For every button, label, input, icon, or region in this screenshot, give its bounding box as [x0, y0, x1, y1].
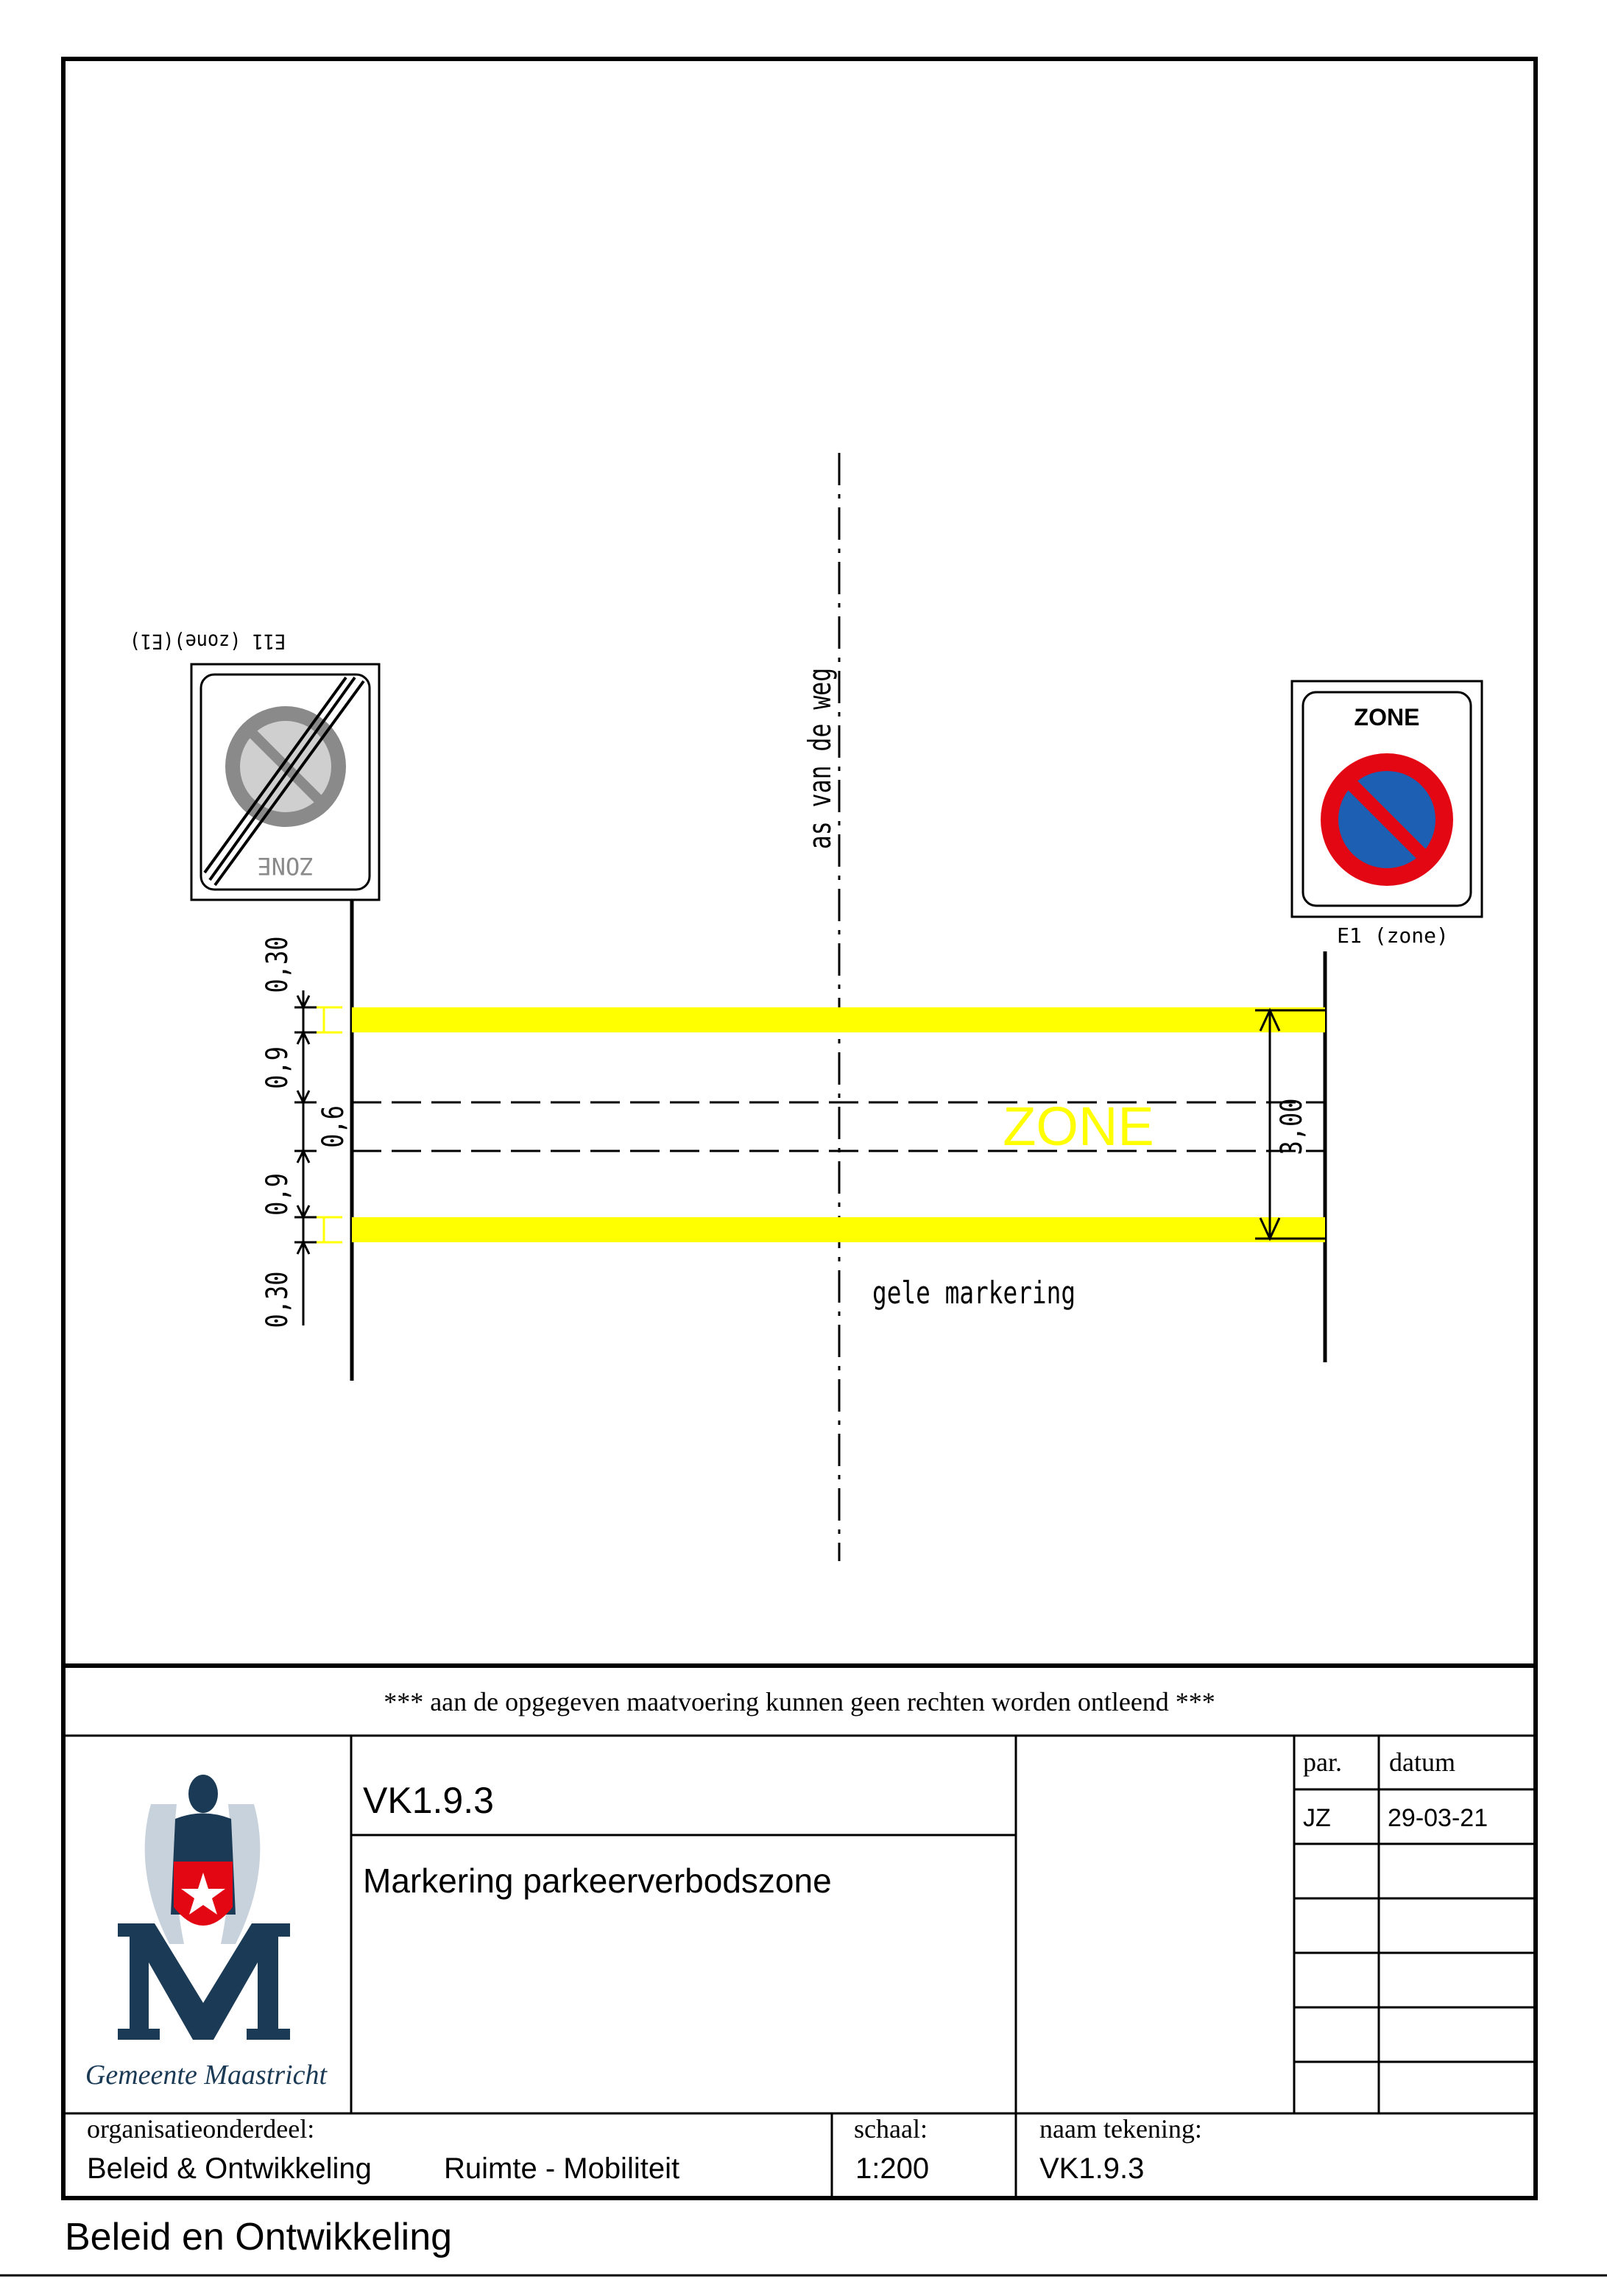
name-label: naam tekening: — [1039, 2114, 1202, 2144]
sign-end-zone-text: ZONE — [257, 852, 314, 880]
sign-start-zone-text: ZONE — [1354, 704, 1420, 730]
drawing-title: Markering parkeerverbodszone — [363, 1862, 832, 1900]
org-value: Beleid & Ontwikkeling — [87, 2152, 372, 2185]
sign-start-zone — [1292, 681, 1482, 948]
sign-end-zone — [130, 630, 379, 900]
footer-department: Beleid en Ontwikkeling — [65, 2216, 453, 2258]
centerline-label: as van de weg — [802, 667, 838, 850]
dimension-left-0-30-top: 0,30 — [259, 936, 294, 993]
scale-value: 1:200 — [855, 2152, 930, 2185]
dimension-left-0-30-bottom: 0,30 — [259, 1271, 294, 1328]
revision-par: JZ — [1303, 1804, 1331, 1832]
scale-label: schaal: — [854, 2114, 928, 2144]
name-value: VK1.9.3 — [1039, 2152, 1145, 2185]
org-label: organisatieonderdeel: — [87, 2114, 315, 2144]
dimension-left-chain — [294, 990, 317, 1325]
dimension-left-0-6: 0,6 — [315, 1105, 350, 1148]
logo-text: Gemeente Maastricht — [85, 2060, 328, 2091]
drawing-code: VK1.9.3 — [363, 1780, 494, 1821]
revision-header-par: par. — [1303, 1747, 1342, 1777]
yellow-marking-top — [352, 1007, 1325, 1032]
dimension-left-0-9-top: 0,9 — [259, 1046, 294, 1089]
sign-start-code-label: E1 (zone) — [1337, 923, 1449, 948]
revision-datum: 29-03-21 — [1388, 1804, 1488, 1832]
disclaimer: *** aan de opgegeven maatvoering kunnen geen rechten worden ontleend *** — [384, 1687, 1215, 1716]
zone-marking-text: ZONE — [1003, 1096, 1154, 1157]
drawing-area — [130, 453, 1482, 1561]
dimension-right-label: 3,00 — [1274, 1098, 1309, 1155]
org-sub: Ruimte - Mobiliteit — [444, 2152, 680, 2185]
municipality-logo — [118, 1775, 290, 2040]
sign-end-code-label: E11 (zone)(E1) — [129, 629, 286, 654]
dimension-left-0-9-bottom: 0,9 — [259, 1173, 294, 1216]
yellow-marking-bottom — [352, 1217, 1325, 1242]
revision-header-datum: datum — [1389, 1747, 1455, 1777]
marking-label: gele markering — [872, 1274, 1076, 1311]
